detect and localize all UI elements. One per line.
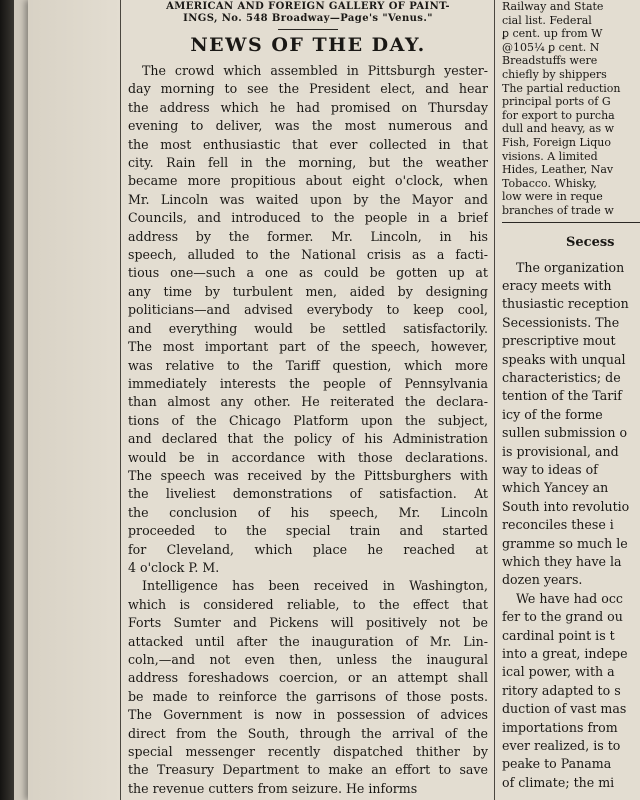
secession-line: which they have la: [502, 554, 622, 569]
article-line: coln,—and not even then, unless the inaugural: [128, 652, 488, 667]
article-line: The Government is now in possession of advices: [128, 707, 488, 723]
market-line: Railway and State: [502, 0, 604, 13]
article-line: Councils, and introduced to the people in a brief: [128, 210, 488, 226]
secession-line: prescriptive mout: [502, 333, 616, 349]
notice-line-2: INGS, No. 548 Broadway—Page's "Venus.": [183, 13, 433, 24]
secession-line: tention of the Tarif: [502, 388, 622, 404]
market-line: branches of trade w: [502, 203, 614, 217]
article-line: Intelligence has been received in Washington,: [142, 578, 488, 594]
secession-line: sullen submission o: [502, 425, 628, 441]
market-line: for export to purcha: [502, 108, 615, 122]
market-line: @105¼ ꝑ cent. N: [502, 40, 600, 54]
article-line: address by the former. Mr. Lincoln, in his: [128, 228, 488, 244]
article-line: the liveliest demonstrations of satisfaction. At: [128, 486, 488, 502]
secession-line: We have had occ: [516, 590, 623, 606]
market-line: Hides, Leather, Nav: [502, 163, 614, 177]
secession-line: peake to Panama: [502, 756, 612, 772]
notice-line-1: AMERICAN AND FOREIGN GALLERY OF PAINT-: [166, 1, 450, 12]
center-column: [128, 0, 488, 800]
article-line: the conclusion of his speech, Mr. Lincoln: [128, 504, 488, 520]
article-line: Forts Sumter and Pickens will positively not be: [128, 615, 488, 631]
secession-line: ever realized, is to: [502, 738, 621, 754]
market-line: chiefly by shippers: [502, 67, 607, 81]
section-divider: [502, 222, 640, 223]
secession-line: icy of the forme: [502, 406, 603, 422]
article-line: immediately interests the people of Pennsylvania: [128, 375, 488, 391]
secession-line: gramme so much le: [502, 535, 628, 551]
article-line: politicians—and advised everybody to keep cool,: [128, 302, 488, 318]
column-rule-right: [494, 0, 495, 800]
secession-line: eracy meets with: [502, 277, 612, 293]
secession-line: fer to the grand ou: [502, 609, 623, 625]
notice-divider: [278, 29, 338, 30]
secession-line: cardinal point is t: [502, 627, 615, 643]
article-line: the revenue cutters from seizure. He informs: [128, 780, 418, 796]
article-line: Mr. Lincoln was waited upon by the Mayor and: [128, 191, 488, 207]
secession-line: The organization: [516, 259, 625, 275]
article-line: would be in accordance with those declarations.: [128, 449, 488, 465]
section-heading: Secess: [566, 234, 615, 250]
newspaper-page: [28, 0, 640, 800]
secession-line: reconciles these i: [502, 517, 614, 533]
secession-line: South into revolutio: [502, 498, 630, 514]
article-line: than almost any other. He reiterated the declara-: [128, 394, 488, 410]
market-line: The partial reduction: [502, 81, 621, 95]
secession-line: importations from: [502, 719, 618, 735]
secession-line: thusiastic reception: [502, 296, 629, 312]
market-line: cial list. Federal: [502, 13, 592, 27]
article-line: speech, alluded to the National crisis as a facti-: [128, 247, 488, 263]
article-line: address foreshadows coercion, or an attempt shall: [128, 670, 488, 686]
article-line: and declared that the policy of his Administration: [128, 431, 488, 447]
article-line: attacked until after the inauguration of Mr. Lin-: [128, 633, 488, 649]
article-line: for Cleveland, which place he reached at: [128, 541, 488, 557]
secession-article: [502, 259, 640, 793]
page-title: NEWS OF THE DAY.: [190, 34, 426, 56]
article-line: be made to reinforce the garrisons of those posts.: [128, 688, 488, 704]
article-line: special messenger recently dispatched thither by: [128, 744, 488, 760]
secession-line: characteristics; de: [502, 369, 621, 385]
market-line: Tobacco. Whisky,: [502, 176, 597, 190]
article-line: and everything would be settled satisfactorily.: [128, 320, 488, 336]
article-line: The crowd which assembled in Pittsburgh yester-: [142, 63, 488, 78]
secession-line: dozen years.: [502, 572, 583, 588]
article-line: proceeded to the special train and started: [128, 523, 488, 539]
article-line: direct from the South, through the arrival of the: [128, 725, 488, 741]
article-line: the address which he had promised on Thursday: [128, 99, 488, 115]
right-column: [502, 0, 640, 800]
market-line: principal ports of G: [502, 95, 611, 109]
secession-line: which Yancey an: [502, 480, 609, 496]
market-report: [502, 0, 640, 218]
article-line: The speech was received by the Pittsburghers with: [128, 467, 488, 483]
secession-line: duction of vast mas: [502, 701, 627, 717]
market-line: ꝑ cent. up from W: [502, 27, 603, 41]
article-line: was relative to the Tariff question, which more: [128, 357, 488, 373]
article-line: The most important part of the speech, however,: [128, 339, 488, 355]
market-line: visions. A limited: [502, 149, 598, 163]
article-body: [128, 62, 488, 798]
market-line: dull and heavy, as w: [502, 122, 615, 136]
market-line: Breadstuffs were: [502, 54, 598, 68]
article-line: which is considered reliable, to the effect that: [128, 596, 488, 612]
article-line: the Treasury Department to make an effort to save: [128, 762, 488, 778]
secession-line: into a great, indepe: [502, 646, 628, 662]
market-line: low were in reque: [502, 190, 603, 204]
gallery-notice: [128, 0, 488, 25]
article-line: city. Rain fell in the morning, but the weather: [128, 155, 488, 171]
column-rule-left: [120, 0, 121, 800]
article-line: tious one—such a one as could be gotten up at: [128, 265, 488, 281]
secession-line: is provisional, and: [502, 443, 619, 459]
binding-edge: [0, 0, 14, 800]
article-line: tions of the Chicago Platform upon the subject,: [128, 412, 488, 428]
market-line: Fish, Foreign Liquo: [502, 135, 612, 149]
secession-line: speaks with unqual: [502, 351, 626, 367]
secession-line: ical power, with a: [502, 664, 615, 680]
secession-line: of climate; the mi: [502, 774, 615, 790]
secession-line: way to ideas of: [502, 461, 598, 477]
article-line: any time by turbulent men, aided by designing: [128, 283, 488, 299]
article-line: 4 o'clock P. M.: [128, 559, 220, 575]
faded-left-column: [28, 0, 120, 800]
article-line: evening to deliver, was the most numerous and: [128, 118, 488, 134]
secession-line: ritory adapted to s: [502, 682, 621, 698]
article-line: became more propitious about eight o'clock, when: [128, 173, 488, 189]
secession-line: Secessionists. The: [502, 314, 620, 330]
article-line: day morning to see the President elect, and hear: [128, 81, 488, 97]
article-line: the most enthusiastic that ever collected in that: [128, 136, 488, 152]
